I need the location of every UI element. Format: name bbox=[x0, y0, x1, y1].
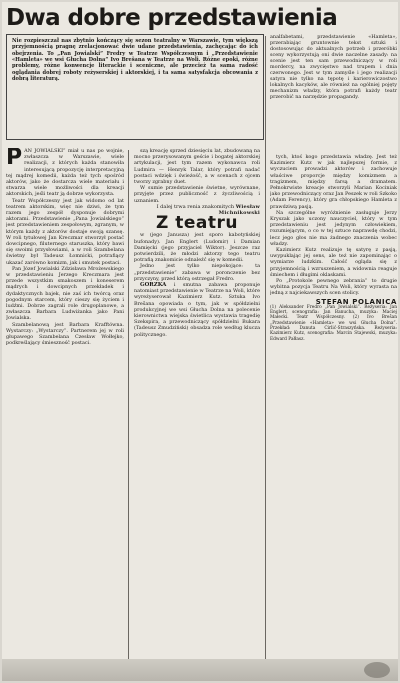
column-2 bbox=[134, 148, 260, 668]
scan-footer-edge bbox=[2, 659, 398, 681]
paragraph: AN JOWIALSKI” miał u nas po wojnie, zwłaszcza w Warszawie, wiele realizacji, z których każda stanowiła interesującą propozycję interpretacyjną tej mądrej komedii, każda też tych spośród aktorów, jako że dostarcza wiele materiału i stwarza wiele możliwości dla kreacji aktorskich, jeśli teatr ją dobrze wykorzysta. bbox=[6, 148, 124, 198]
author-signature: STEFAN POLANICA bbox=[315, 297, 397, 306]
paragraph: tych, ktoś kogo przedstawia władzę. Jest też Kazimierz Kutz w jak najlepszej formie, z wyczuciem prowadzi aktorów i zachowuje właściwe proporcje między komizmem a tragizmem, między farsą a dramatem. Pełnokrwiste kreacje stworzyli Marian Kociniak jako przewodniczący oraz Jan Peszek w roli Szkoko (Adam Ferency), który gra chłopskiego Hamleta z prawdziwą pasją. bbox=[270, 154, 397, 210]
paragraph: Kazimierz Kutz realizuje tę satyrę z pasją, uwypuklając jej sens, ale też nie zapominając o wymiarze ludzkim. Całość ogląda się z przyjemnością i wzruszeniem, a widownia reaguje śmiechem i długimi oklaskami. bbox=[270, 247, 397, 278]
paragraph: W sumie przedstawienie świetne, wyrównane, przyjęte przez publiczność z życzliwością i uznaniem. bbox=[134, 185, 260, 204]
column-1 bbox=[6, 148, 124, 668]
byline-label: I dalej trwa renia znakomitych bbox=[156, 203, 235, 210]
column-3 bbox=[270, 154, 397, 659]
column-divider bbox=[128, 150, 129, 660]
production-credits: (1) Aleksander Fredro „Pan Jowialski”. Reżyseria: Jan Englert, scenografia: Jan Banucha, muzyka: Maciej Małecki. Teatr Współczesny. (2) Ivo Brešan „Przedstawienie «Hamleta» we wsi Głucha Dolna”. Przekład: Danuta Cirlić-Straszyńska. Reżyseria: Kazimierz Kutz, scenografia: Marcin Stajewski, muzyka: Edward Pałłasz. bbox=[270, 304, 397, 342]
paragraph: szą kreację sprzed dziesięciu lat, zbudowaną na mocno przerysowanym geście i bogatej aktorskiej artykulacji, jest tym razem wykonawca roli Ludmira — Henryk Talar, który potrafi nadać postaci wdzięk i świeżość, a w scenach z ojcem tworzy zgrabny duet. bbox=[134, 148, 260, 186]
paragraph: w (jego Janusza) jest sporo kabotyńskiej bufonady). Jan Englert (Ludomir) i Damian Damięcki (jego przyjaciel Wiktor). Jeszcze raz potwierdzili, że młodzi aktorzy tego teatru potrafią znakomicie odnaleźć się w komedii. bbox=[134, 232, 260, 264]
lead-paragraph: Nie rozpieszczał nas zbytnio kończący się sezon teatralny w Warszawie, tym większą przyjemnością pragnę zrelacjonować dwie udane przedstawienia, zachęcając do ich obejrzenia. To „Pan Jowialski” Fredry w Teatrze Współczesnym i „Przedstawienie «Hamleta» we wsi Głucha Dolna” Ivo Brešana w Teatrze na Woli. Różne epoki, różne problemy, różne konwencje literackie i sceniczne, ale przecież ta sama radość oglądania dobrej roboty reżyserskiej i aktorskiej, i ta sama satysfakcja obcowania z dobrą literaturą. bbox=[6, 34, 264, 140]
kicker: GORZKA bbox=[140, 282, 167, 289]
paragraph: Teatr Współczesny jest jak widomo od lat teatrem aktorskim, więc nie dziwi, że tym razem jego zespół dysponuje dobrymi aktorami. Przedstawienie „Pana Jowialskiego” jest przedstawieniem zespołowym, zgranym, w którym każdy z aktorów dostaje swoją szansę. W roli tytułowej Jan Kreczmar stworzył postać dowcipnego, filuternego staruszka, który bawi się swoimi przysłowiami, a w roli Szambelana świetny był Tadeusz Łomnicki, potrafiący ukazać zarówno komizm, jak i smutek postaci. bbox=[6, 197, 124, 266]
headline: Dwa dobre przedstawienia bbox=[6, 5, 338, 31]
library-stamp bbox=[364, 662, 390, 678]
drop-cap: P bbox=[6, 148, 23, 170]
paragraph bbox=[134, 282, 260, 338]
top-right-column-text: analfabetami, przedstawienie «Hamleta», przerabiając gruntownie tekst sztuki i dostosowując do aktualnych potrzeb i przeróbki sceny wykorzystują oni dwie naczelne zasady: na scenie jest ten sam przewodniczący w roli mordercy, na zwycięstwo nad trupem i dnia czerwonego. Jest w tym zamyśle i jego realizacji satyra nie tylko na tępotę i karierowiczostwo lokalnych kacyków, ale również na ogólniej pojęty mechanizm władzy, która potrafi każdy teatr przerobić na narzędzie propagandy. bbox=[270, 34, 397, 101]
section-subhead: Z teatru bbox=[156, 213, 238, 234]
byline-name: Wiesław Michnikowski bbox=[218, 203, 260, 217]
newspaper-clipping bbox=[2, 2, 398, 681]
paragraph: Jedno jest tylko niepokojące: ta „przedstawienie” zabawa w poronczenie bez przyczyny, przed którą ostrzegał Fredro. bbox=[134, 263, 260, 282]
paragraph: Pan Józef Jowialski Zdzisława Mrożewskiego w przedstawieniu Jerzego Kreczmara jest przede wszystkim smakoszem i koneserem mądrych i dowcipnych przekładek i dydaktycznych bajek, nie zaś ich twórcą oraz pogodnym starcem, który cieszy się życiem i ludźmi. Dobrze zagrali role drugoplanowe, a zwłaszcza Barbara Ludwiżanka jako Pani Jowialska. bbox=[6, 265, 124, 322]
paragraph: Na szczególne wyróżnienie zasługuje Jerzy Kryszak jako uczony nauczyciel, który w tym przedstawieniu jest jedynym człowiekiem, rozumiejącym, o co w tej sztuce naprawdę chodzi, lecz jego głos nie ma żadnego znaczenia wobec władzy. bbox=[270, 209, 397, 247]
paragraph-body: i smutna zabawa proponuje natomiast przedstawienie w Teatrze na Woli, które wyreżyserował Kazimierz Kutz. Sztuka Ivo Brešana opowiada o tym, jak w spółdzielni produkcyjnej we wsi Głucha Dolna na polecenie kierownictwa wiejska świetlica wystawia tragedię Szekspira, a przewodniczący spółdzielni Bukara (Tadeusz Zmudziński) obsadza role według klucza politycznego. bbox=[134, 282, 260, 338]
paragraph: Szambelanową jest Barbara Krafftówna. Wystarczy: „Wystarczy”. Partnerem jej w roli głupawego Szambelana Czesław Wołłejko, podkreślający śmieszność postaci. bbox=[6, 321, 124, 347]
paragraph: Po „Protokole pewnego zebrania” to drugie wybitna pozycja Teatru Na Woli, który wyrasta na jedną z najciekawszych scen stolicy. bbox=[270, 278, 397, 297]
column-divider bbox=[265, 36, 266, 660]
